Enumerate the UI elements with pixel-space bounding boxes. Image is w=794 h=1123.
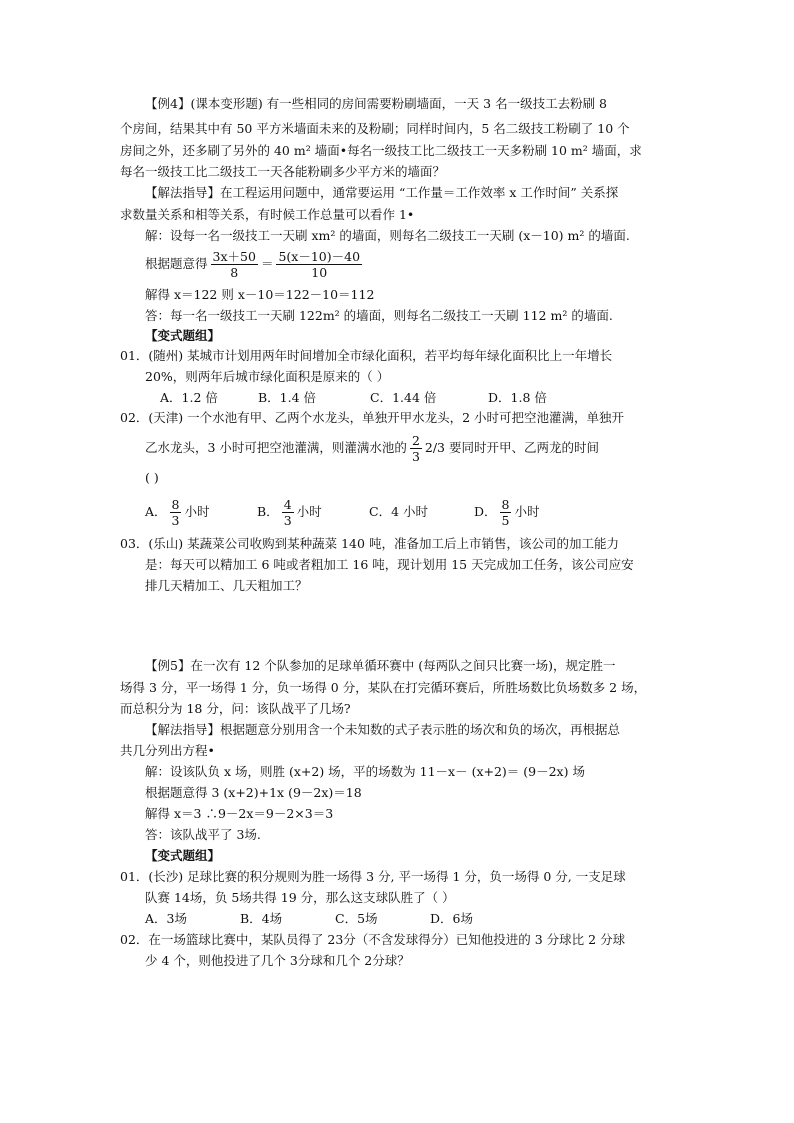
ex5-guide-line-2: 共几分列出方程•: [120, 743, 215, 758]
eq-prefix: 根据题意得: [145, 256, 208, 271]
ex4-q1-option-c: C．1.44 倍: [370, 390, 437, 405]
option-denominator: 5: [501, 512, 510, 528]
eq-numerator-right: 5(x－10)－40: [278, 248, 361, 264]
ex4-q2-options: [145, 492, 540, 532]
option-denominator: 3: [283, 512, 292, 528]
option-numerator: 8: [501, 496, 510, 512]
option-label: D．: [474, 504, 497, 519]
ex4-solution-line-3: 解得 x＝122 则 x－10＝122－10＝112: [145, 287, 375, 302]
ex4-q1-option-d: D．1.8 倍: [488, 390, 547, 405]
option-unit: 小时: [296, 504, 322, 519]
ex4-q1-option-a: A．1.2 倍: [160, 390, 218, 405]
option-unit: 小时: [514, 504, 540, 519]
q2-text-after: 2/3 要同时开甲、乙两龙的时间: [424, 440, 599, 455]
ex4-q2-option-d: [474, 497, 540, 528]
q2-fraction: [410, 433, 422, 464]
ex4-q2-option-c: [369, 504, 474, 520]
eq-denominator-left: 8: [230, 264, 239, 280]
ex4-q2-option-b: [257, 497, 369, 528]
eq-equals: ＝: [260, 256, 274, 271]
ex4-q2-option-a: [145, 497, 257, 528]
ex5-q1-option-c: C．5场: [335, 911, 378, 926]
ex4-q1-line-2: 20%，则两年后城市绿化面积是原来的（ ）: [145, 369, 390, 384]
ex5-q1-option-a: A．3场: [145, 911, 187, 926]
ex4-q3-line-2: 是：每天可以精加工 6 吨或者粗加工 16 吨，现计划用 15 天完成加工任务，该公司应安: [145, 557, 634, 572]
ex5-q1-line-1: 01．(长沙) 足球比赛的积分规则为胜一场得 3 分, 平一场得 1 分，负一场得 0 分, 一支足球: [120, 869, 626, 884]
ex5-guide-line-1: 【解法指导】根据题意分别用含一个未知数的式子表示胜的场次和负的场次，再根据总: [145, 722, 621, 737]
ex4-problem-line-3: 房间之外，还多刷了另外的 40 m² 墙面•每名一级技工比二级技工一天多粉刷 10 m² 墙面，求: [120, 143, 642, 158]
ex4-problem-line-4: 每名一级技工比二级技工一天各能粉刷多少平方米的墙面？: [120, 164, 446, 179]
option-fraction: [282, 497, 294, 528]
ex4-equation: [145, 244, 365, 284]
eq-denominator-right: 10: [311, 264, 328, 280]
ex5-q2-line-2: 少 4 个，则他投进了几个 3分球和几个 2分球？: [145, 953, 410, 968]
ex4-q2-line-3: ( ): [145, 470, 159, 485]
ex5-q1-option-b: B．4场: [240, 911, 283, 926]
ex5-q2-line-1: 02．在一场篮球比赛中，某队员得了 23分（不含发球得分）已知他投进的 3 分球比 2 分球: [120, 932, 626, 947]
ex5-problem-line-2: 场得 3 分，平一场得 1 分，负一场得 0 分，某队在打完循环赛后，所胜场数比负场数多 2 场，: [120, 680, 647, 695]
ex4-solution-line-1: 解：设每一名一级技工一天刷 xm² 的墙面，则每名二级技工一天刷 (x－10) m² 的墙面.: [145, 228, 630, 243]
ex5-q1-line-2: 队赛 14场，负 5场共得 19 分，那么这支球队胜了（ ）: [145, 890, 455, 905]
ex5-problem-line-1: 【例5】在一次有 12 个队参加的足球单循环赛中 (每两队之间只比赛一场)，规定胜一: [145, 658, 616, 673]
ex4-q1-line-1: 01．(随州) 某城市计划用两年时间增加全市绿化面积，若平均每年绿化面积比上一年增长: [120, 348, 613, 363]
option-label: A．: [145, 504, 167, 519]
ex5-solution-line-3: 解得 x＝3 ∴9－2x＝9－2×3＝3: [145, 806, 334, 821]
ex4-answer: 答：每一名一级技工一天刷 122m² 的墙面，则每名二级技工一天刷 112 m² 的墙面.: [145, 308, 613, 323]
ex4-problem-line-2: 个房间，结果其中有 50 平方米墙面未来的及粉刷；同样时间内，5 名二级技工粉刷了 10 个: [120, 121, 630, 136]
option-label: B．: [257, 504, 279, 519]
ex4-guide-line-2: 求数量关系和相等关系，有时候工作总量可以看作 1•: [120, 207, 415, 222]
ex4-q1-option-b: B．1.4 倍: [258, 390, 317, 405]
ex5-solution-line-1: 解：设该队负 x 场，则胜 (x+2) 场，平的场数为 11－x－ (x+2)＝ (9－2x) 场: [145, 764, 585, 779]
ex5-problem-line-3: 而总积分为 18 分，问：该队战平了几场?: [120, 701, 351, 716]
ex5-solution-line-2: 根据题意得 3 (x+2)+1x (9－2x)＝18: [145, 785, 362, 800]
q2-fraction-numerator: 2: [411, 432, 420, 448]
ex4-variation-heading: 【变式题组】: [145, 328, 221, 343]
option-fraction: [500, 497, 512, 528]
ex4-problem-line-1: 【例4】(课本变形题) 有一些相同的房间需要粉刷墙面，一天 3 名一级技工去粉刷 8: [145, 96, 608, 111]
ex5-q1-option-d: D．6场: [430, 911, 473, 926]
ex4-q2-line-1: 02．(天津) 一个水池有甲、乙两个水龙头，单独开甲水龙头，2 小时可把空池灌满，单独开: [120, 410, 625, 425]
ex4-q2-line-2: [145, 428, 599, 468]
option-fraction: [170, 497, 182, 528]
option-numerator: 4: [283, 496, 292, 512]
ex4-guide-line-1: 【解法指导】在工程运用问题中，通常要运用 “工作量＝工作效率 x 工作时间” 关系探: [145, 185, 619, 200]
option-label: C．4 小时: [369, 504, 428, 519]
option-denominator: 3: [171, 512, 180, 528]
ex4-q3-line-3: 排几天精加工、几天粗加工？: [145, 578, 308, 593]
eq-fraction-right: [276, 249, 362, 280]
ex4-q3-line-1: 03．(乐山) 某蔬菜公司收购到某种蔬菜 140 吨，准备加工后上市销售，该公司的加工能力: [120, 536, 619, 551]
ex5-answer: 答：该队战平了 3场.: [145, 827, 261, 842]
eq-fraction-left: [211, 249, 258, 280]
ex5-variation-heading: 【变式题组】: [145, 848, 221, 863]
option-numerator: 8: [171, 496, 180, 512]
q2-text-before: 乙水龙头，3 小时可把空池灌满，则灌满水池的: [145, 440, 407, 455]
q2-fraction-denominator: 3: [411, 448, 420, 464]
option-unit: 小时: [184, 504, 210, 519]
eq-numerator-left: 3x＋50: [212, 248, 256, 264]
